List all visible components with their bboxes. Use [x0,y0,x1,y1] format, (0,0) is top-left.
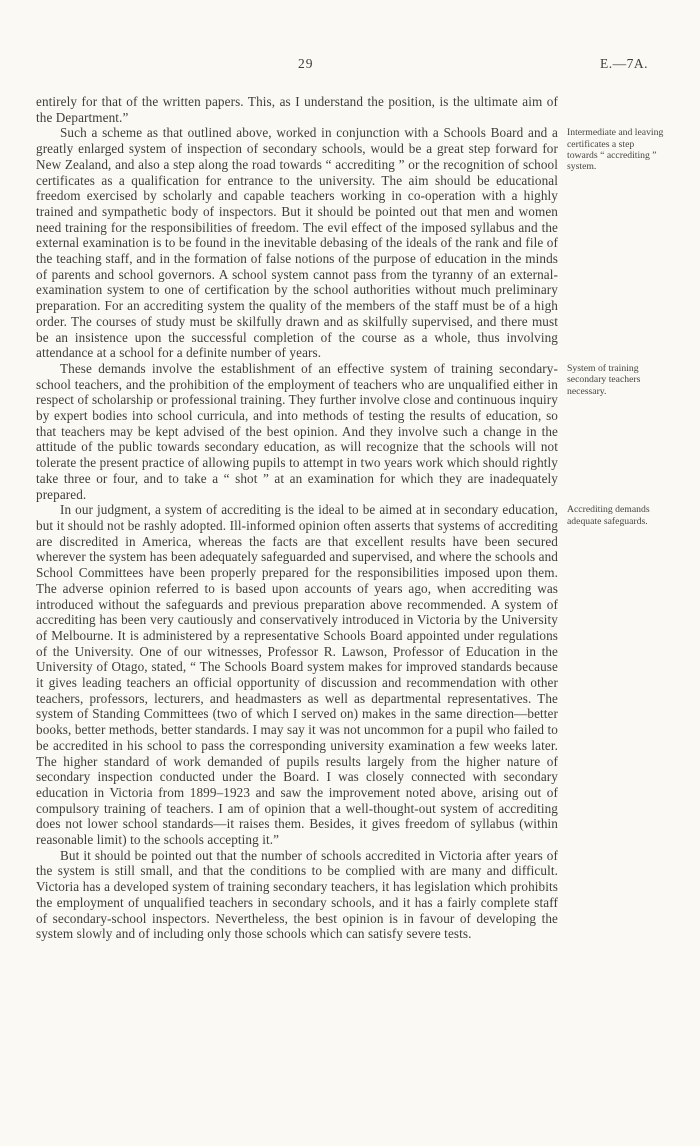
paragraph [36,848,558,942]
body-text-column [36,94,664,942]
folio-number: E.—7A. [600,56,648,71]
margin-note: Intermediate and leaving certificates a step towards “ accrediting ” system. [567,127,664,173]
page-number: 29 [298,56,314,71]
page-header [36,56,648,74]
paragraph [36,94,558,125]
margin-note: System of training secondary teachers necessary. [567,362,641,397]
paragraph-text: Such a scheme as that outlined above, worked in conjunction with a Schools Board and a greatly enlarged system of inspection of secondary schools, would be a great step forward for New Zealand, and also a step along the road towards “ accrediting ” or the recognition of school certificates as a qualification for entrance to the university. The aim should be educational freedom exercised by scholarly and capable teachers working in co-operation with a highly trained and sympathetic body of inspectors. But it should be pointed out that men and women need training for the responsibilities of freedom. The evil effect of the imposed syllabus and the external examination is to be found in the inevitable debasing of the ideals of the rank and file of the teaching staff, and in the formation of false notions of the purpose of education in the minds of parents and school governors. A school system cannot pass from the tyranny of an external-examination system to one of certification by the school authorities without much preliminary preparation. For an accrediting system the quality of the members of the staff must be of a high order. The courses of study must be skilfully drawn and as skilfully supervised, and there must be an insistence upon the successful completion of the course as a whole, thus involving attendance at a school for a definite number of years. [36,125,558,361]
paragraph [36,502,650,848]
paragraph [36,360,641,502]
paragraph-text: entirely for that of the written papers. This, as I understand the position, is the ultimate aim of the Department.” [36,94,558,125]
margin-note: Accrediting demands adequate safeguards. [567,504,650,527]
paragraph-text: But it should be pointed out that the number of schools accredited in Victoria after years of the system is still small, and that the conditions to be complied with are many and difficult. Victoria has a developed system of training secondary teachers, it has legislation which prohibits the employment of unqualified teachers in secondary schools, and it has a fairly complete staff of secondary-school inspectors. Nevertheless, the best opinion is in favour of developing the system slowly and of including only those schools which can satisfy severe tests. [36,847,558,942]
paragraph [36,125,664,361]
paragraph-text: In our judgment, a system of accrediting is the ideal to be aimed at in secondary education, but it should not be rashly adopted. Ill-informed opinion often asserts that systems of accrediting are discredited in America, whereas the facts are that excellent results have been secured wherever the system has been adequately safeguarded and supervised, and where the schools and School Committees have been properly prepared for the responsibilities imposed upon them. The adverse opinion referred to is based upon accounts of years ago, when accrediting was introduced without the safeguards and previous preparation above recommended. A system of accrediting has been very cautiously and conservatively introduced in Victoria by the University of Melbourne. It is administered by a representative Schools Board appointed under regulations of the University. One of our witnesses, Professor R. Lawson, Professor of Education in the University of Otago, stated, “ The Schools Board system makes for improved standards because it gives leading teachers an official opportunity of discussion and recommendation with other teachers, professors, lecturers, and headmasters as well as departmental representatives. The system of Standing Committees (two of which I served on) makes in the same direction—better books, better methods, better standards. I may say it was not uncommon for a pupil who failed to be accredited in his school to pass the corresponding university examination a few weeks later. The higher standard of work demanded of pupils results largely from the higher nature of secondary inspection conducted under the Board. I was closely connected with secondary education in Victoria from 1899–1923 and saw the improvement noted above, arising out of compulsory training of teachers. I am of opinion that a well-thought-out system of accrediting does not lower school standards—it raises them. Besides, it gives freedom of syllabus (within reasonable limit) to the schools accepting it.” [36,502,558,848]
paragraph-text: These demands involve the establishment of an effective system of training secondary-school teachers, and the prohibition of the employment of teachers who are unqualified either in respect of scholarship or professional training. They further involve close and continuous inquiry by expert bodies into school curricula, and into methods of testing the results of education, so that teachers may be kept advised of the best opinion. And they involve such a change in the attitude of the public towards secondary education, as will recognize that the schools will not tolerate the present practice of allowing pupils to attempt in two years work which should rightly take three or four, and to take a “ shot ” at an examination for which they are inadequately prepared. [36,360,558,502]
